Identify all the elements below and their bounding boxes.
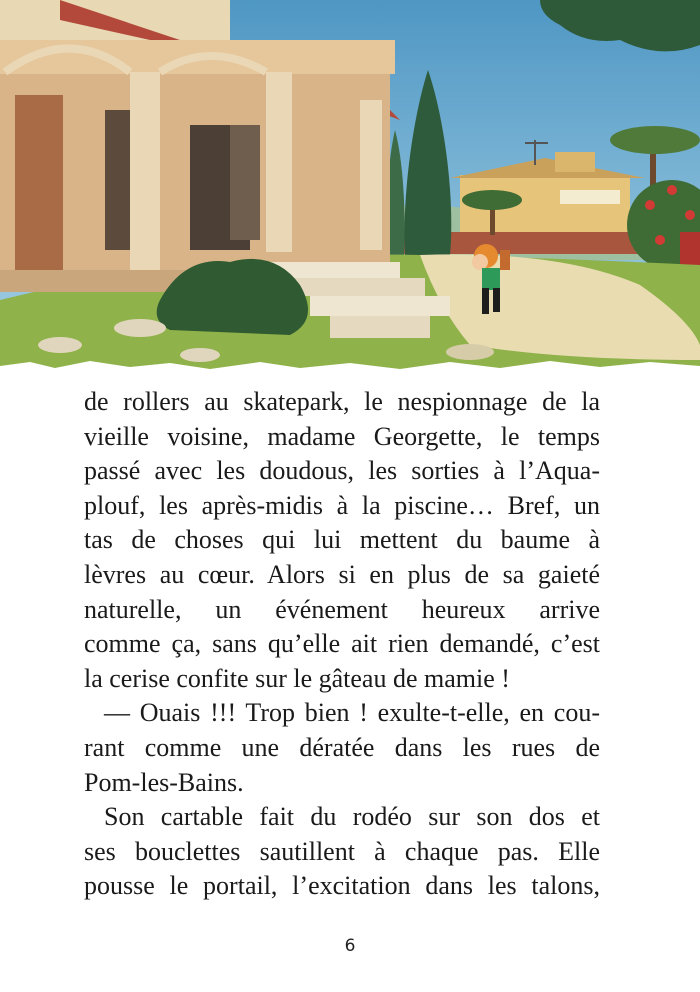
story-line: de rollers au skatepark, le nespionnage de la <box>84 387 600 416</box>
story-line: plouf, les après-midis à la piscine… Bref, un <box>84 490 600 520</box>
story-illustration <box>0 0 700 375</box>
page-number: 6 <box>344 936 356 956</box>
house-column <box>360 100 382 250</box>
story-line: lèvres au cœur. Alors si en plus de sa gaieté <box>84 559 600 589</box>
story-line: Son cartable fait du rodéo sur son dos et <box>104 802 600 832</box>
house-column <box>266 72 292 252</box>
stepping-stone <box>114 319 166 337</box>
story-line: — Ouais !!! Trop bien ! exulte-t-elle, en cou- <box>104 698 600 728</box>
story-line: passé avec les doudous, les sorties à l’Aqua- <box>84 456 600 486</box>
story-line: naturelle, un événement heureux arrive <box>84 594 600 624</box>
story-line: la cerise confite sur le gâteau de mamie ! <box>84 663 510 693</box>
story-line: ses bouclettes sautillent à chaque pas. Elle <box>84 836 600 866</box>
house-column <box>130 72 160 282</box>
stepping-stone <box>180 348 220 362</box>
stepping-stone <box>38 337 82 353</box>
story-line: tas de choses qui lui mettent du baume à <box>84 525 600 555</box>
story-line: pousse le portail, l’excitation dans les talons, <box>84 871 600 901</box>
story-line: Pom-les-Bains. <box>84 767 244 797</box>
story-line: comme ça, sans qu’elle ait rien demandé, c’est <box>84 629 600 659</box>
house <box>0 0 400 292</box>
story-text <box>84 385 600 904</box>
stepping-stone <box>446 344 494 360</box>
story-line: vieille voisine, madame Georgette, le temps <box>84 421 600 451</box>
story-line: rant comme une dératée dans les rues de <box>84 732 600 762</box>
